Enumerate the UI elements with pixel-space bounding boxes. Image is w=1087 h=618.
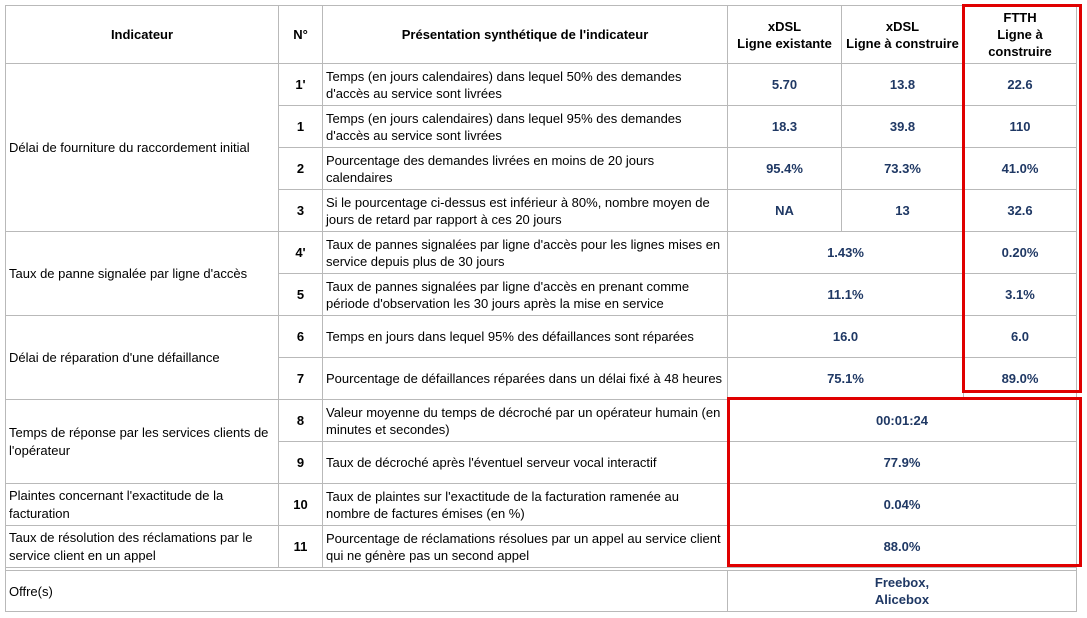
header-indicateur-label: Indicateur [110, 27, 174, 42]
row-description: Pourcentage de défaillances réparées dans un délai fixé à 48 heures [323, 358, 728, 400]
header-xdsl-existante-line1: xDSL [767, 18, 802, 34]
group-label: Plaintes concernant l'exactitude de la facturation [9, 487, 224, 521]
group-label: Taux de résolution des réclamations par le service client en un appel [9, 529, 253, 563]
row-description: Temps (en jours calendaires) dans lequel 95% des demandes d'accès au service sont livrées [323, 106, 728, 148]
group-label: Taux de panne signalée par ligne d'accès [9, 265, 248, 281]
group-taux-panne [6, 232, 279, 316]
group-label: Délai de fourniture du raccordement initial [9, 139, 250, 155]
value-ftth: 32.6 [964, 190, 1077, 232]
group-delai-reparation [6, 316, 279, 400]
group-label: Temps de réponse par les services clients de l'opérateur [9, 424, 269, 458]
header-xdsl-existante [728, 6, 842, 64]
value-all: 88.0% [728, 526, 1077, 568]
header-ftth [964, 6, 1077, 64]
row-description: Valeur moyenne du temps de décroché par un opérateur humain (en minutes et secondes) [323, 400, 728, 442]
value-xdsl: 16.0 [728, 316, 964, 358]
row-description: Pourcentage des demandes livrées en moins de 20 jours calendaires [323, 148, 728, 190]
header-num [279, 6, 323, 64]
value-ftth: 3.1% [964, 274, 1077, 316]
row-number: 1 [279, 106, 323, 148]
value-ftth: 89.0% [964, 358, 1077, 400]
value-ftth: 0.20% [964, 232, 1077, 274]
row-number: 2 [279, 148, 323, 190]
header-ftth-line1: FTTH [1003, 10, 1037, 25]
row-description: Si le pourcentage ci-dessus est inférieur à 80%, nombre moyen de jours de retard par rapport à ces 20 jours [323, 190, 728, 232]
value-xdsl-existante: 5.70 [728, 64, 842, 106]
value-xdsl-construire: 13.8 [842, 64, 964, 106]
value-ftth: 6.0 [964, 316, 1077, 358]
row-description: Temps en jours dans lequel 95% des défaillances sont réparées [323, 316, 728, 358]
header-num-label: N° [293, 27, 308, 42]
row-number: 1' [279, 64, 323, 106]
offre-value [728, 570, 1077, 612]
row-number: 6 [279, 316, 323, 358]
row-number: 11 [279, 526, 323, 568]
value-xdsl-existante: 18.3 [728, 106, 842, 148]
row-description: Taux de plaintes sur l'exactitude de la facturation ramenée au nombre de factures émises (en %) [323, 484, 728, 526]
value-xdsl: 11.1% [728, 274, 964, 316]
header-xdsl-construire-line2: Ligne à construire [846, 35, 959, 51]
row-description: Taux de décroché après l'éventuel serveur vocal interactif [323, 442, 728, 484]
value-xdsl-construire: 73.3% [842, 148, 964, 190]
offre-value-line2: Alicebox [874, 592, 930, 607]
value-xdsl: 75.1% [728, 358, 964, 400]
value-xdsl-existante: NA [728, 190, 842, 232]
group-delai-fourniture [6, 64, 279, 232]
row-description: Pourcentage de réclamations résolues par un appel au service client qui ne génère pas un second appel [323, 526, 728, 568]
value-ftth: 41.0% [964, 148, 1077, 190]
row-number: 7 [279, 358, 323, 400]
value-all: 0.04% [728, 484, 1077, 526]
row-description: Temps (en jours calendaires) dans lequel 50% des demandes d'accès au service sont livrées [323, 64, 728, 106]
row-number: 4' [279, 232, 323, 274]
row-description: Taux de pannes signalées par ligne d'accès en prenant comme période d'observation les 30 jours après la mise en service [323, 274, 728, 316]
row-number: 9 [279, 442, 323, 484]
row-number: 5 [279, 274, 323, 316]
offre-label: Offre(s) [6, 570, 728, 612]
row-description: Taux de pannes signalées par ligne d'accès pour les lignes mises en service depuis plus de 30 jours [323, 232, 728, 274]
value-all: 00:01:24 [728, 400, 1077, 442]
header-xdsl-construire [842, 6, 964, 64]
value-ftth: 22.6 [964, 64, 1077, 106]
value-xdsl: 1.43% [728, 232, 964, 274]
header-ftth-line2: Ligne à construire [988, 27, 1052, 59]
group-temps-reponse [6, 400, 279, 484]
group-plaintes [6, 484, 279, 526]
group-taux-resolution [6, 526, 279, 568]
group-label: Délai de réparation d'une défaillance [9, 349, 220, 365]
row-number: 8 [279, 400, 323, 442]
header-xdsl-existante-line2: Ligne existante [737, 35, 832, 51]
header-presentation-label: Présentation synthétique de l'indicateur [401, 27, 649, 42]
value-all: 77.9% [728, 442, 1077, 484]
row-number: 10 [279, 484, 323, 526]
header-indicateur [6, 6, 279, 64]
value-xdsl-construire: 39.8 [842, 106, 964, 148]
offre-value-line1: Freebox, [874, 575, 930, 590]
row-number: 3 [279, 190, 323, 232]
header-xdsl-construire-line1: xDSL [885, 18, 920, 34]
header-presentation [323, 6, 728, 64]
value-xdsl-construire: 13 [842, 190, 964, 232]
value-ftth: 110 [964, 106, 1077, 148]
value-xdsl-existante: 95.4% [728, 148, 842, 190]
indicator-table [5, 5, 1077, 612]
